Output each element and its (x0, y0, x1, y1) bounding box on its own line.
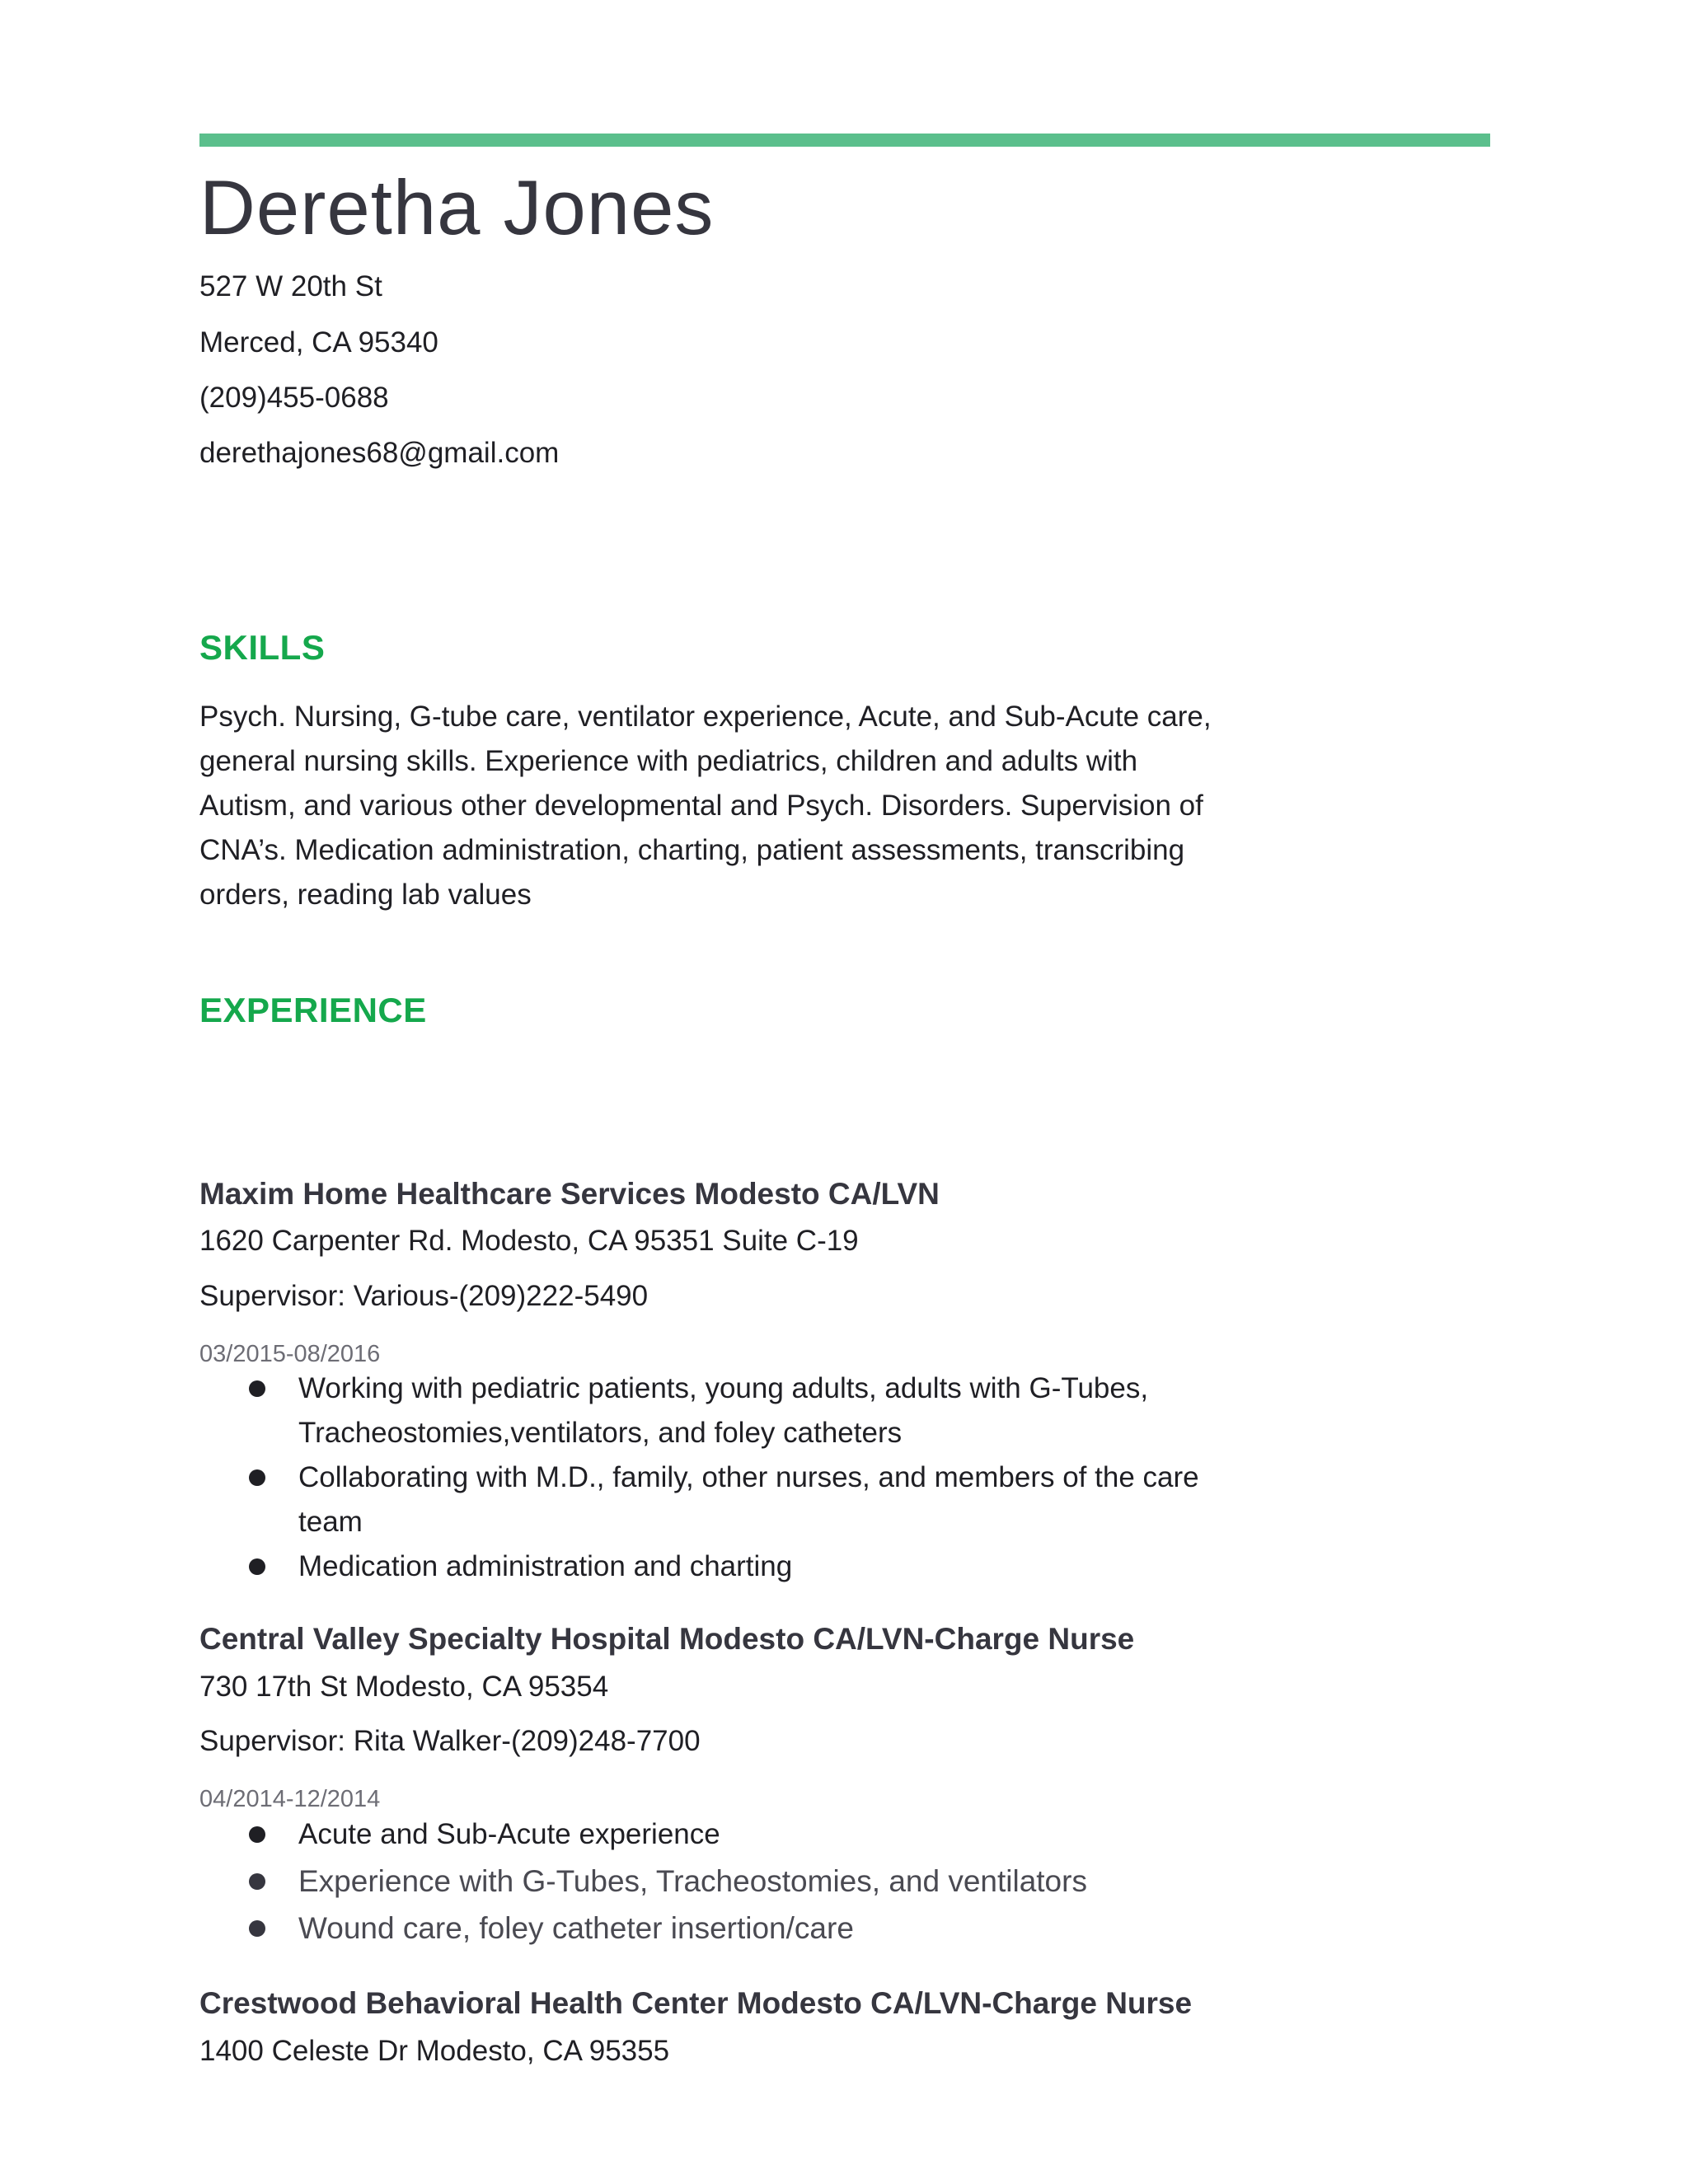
phone-number: (209)455-0688 (199, 382, 389, 414)
candidate-name: Deretha Jones (199, 164, 715, 251)
bullet-dot-icon (249, 1380, 265, 1397)
job-bullet (249, 1455, 1320, 1544)
job-bullet (249, 1366, 1320, 1455)
skills-line: general nursing skills. Experience with pediatrics, children and adults with (199, 745, 1138, 777)
bullet-dot-icon (249, 1826, 265, 1843)
job-title: Crestwood Behavioral Health Center Modesto CA/LVN-Charge Nurse (199, 1986, 1193, 2020)
skills-line: Psych. Nursing, G-tube care, ventilator experience, Acute, and Sub-Acute care, (199, 701, 1212, 733)
job-bullet (249, 1812, 1320, 1857)
bullet-text: Collaborating with M.D., family, other nurses, and members of the care (298, 1461, 1199, 1493)
job-dates: 04/2014-12/2014 (199, 1786, 381, 1812)
skills-line: CNA’s. Medication administration, charting, patient assessments, transcribing (199, 834, 1185, 866)
job-title: Central Valley Specialty Hospital Modesto CA/LVN-Charge Nurse (199, 1622, 1135, 1656)
bullet-dot-icon (249, 1558, 265, 1575)
skills-line: orders, reading lab values (199, 879, 532, 911)
bullet-text: Experience with G-Tubes, Tracheostomies, and ventilators (298, 1864, 1087, 1898)
job-dates: 03/2015-08/2016 (199, 1341, 381, 1367)
job-address: 1620 Carpenter Rd. Modesto, CA 95351 Suite C-19 (199, 1225, 859, 1257)
skills-paragraph (199, 695, 1287, 917)
job-address: 1400 Celeste Dr Modesto, CA 95355 (199, 2035, 670, 2067)
bullet-text: team (298, 1506, 363, 1538)
job-supervisor: Supervisor: Various-(209)222-5490 (199, 1280, 649, 1312)
bullet-text: Tracheostomies,ventilators, and foley catheters (298, 1417, 903, 1449)
bullet-text: Acute and Sub-Acute experience (298, 1818, 720, 1850)
resume-page (199, 0, 1490, 2184)
bullet-dot-icon (249, 1920, 265, 1937)
job-address: 730 17th St Modesto, CA 95354 (199, 1671, 609, 1703)
job-bullet (249, 1906, 1320, 1951)
email-address[interactable]: derethajones68@gmail.com (199, 437, 560, 469)
bullet-text: Medication administration and charting (298, 1550, 793, 1582)
bullet-dot-icon (249, 1469, 265, 1486)
job-title: Maxim Home Healthcare Services Modesto CA/LVN (199, 1177, 940, 1211)
bullet-text: Wound care, foley catheter insertion/care (298, 1911, 854, 1945)
address-line-1: 527 W 20th St (199, 270, 382, 302)
skills-line: Autism, and various other developmental and Psych. Disorders. Supervision of (199, 790, 1203, 822)
job-bullet (249, 1859, 1320, 1904)
header-accent-rule (199, 134, 1490, 147)
bullet-text: Working with pediatric patients, young adults, adults with G-Tubes, (298, 1372, 1149, 1404)
job-supervisor: Supervisor: Rita Walker-(209)248-7700 (199, 1725, 701, 1757)
address-line-2: Merced, CA 95340 (199, 326, 438, 359)
job-bullet (249, 1544, 1320, 1589)
bullet-dot-icon (249, 1873, 265, 1890)
experience-heading: EXPERIENCE (199, 991, 427, 1029)
skills-heading: SKILLS (199, 628, 326, 667)
